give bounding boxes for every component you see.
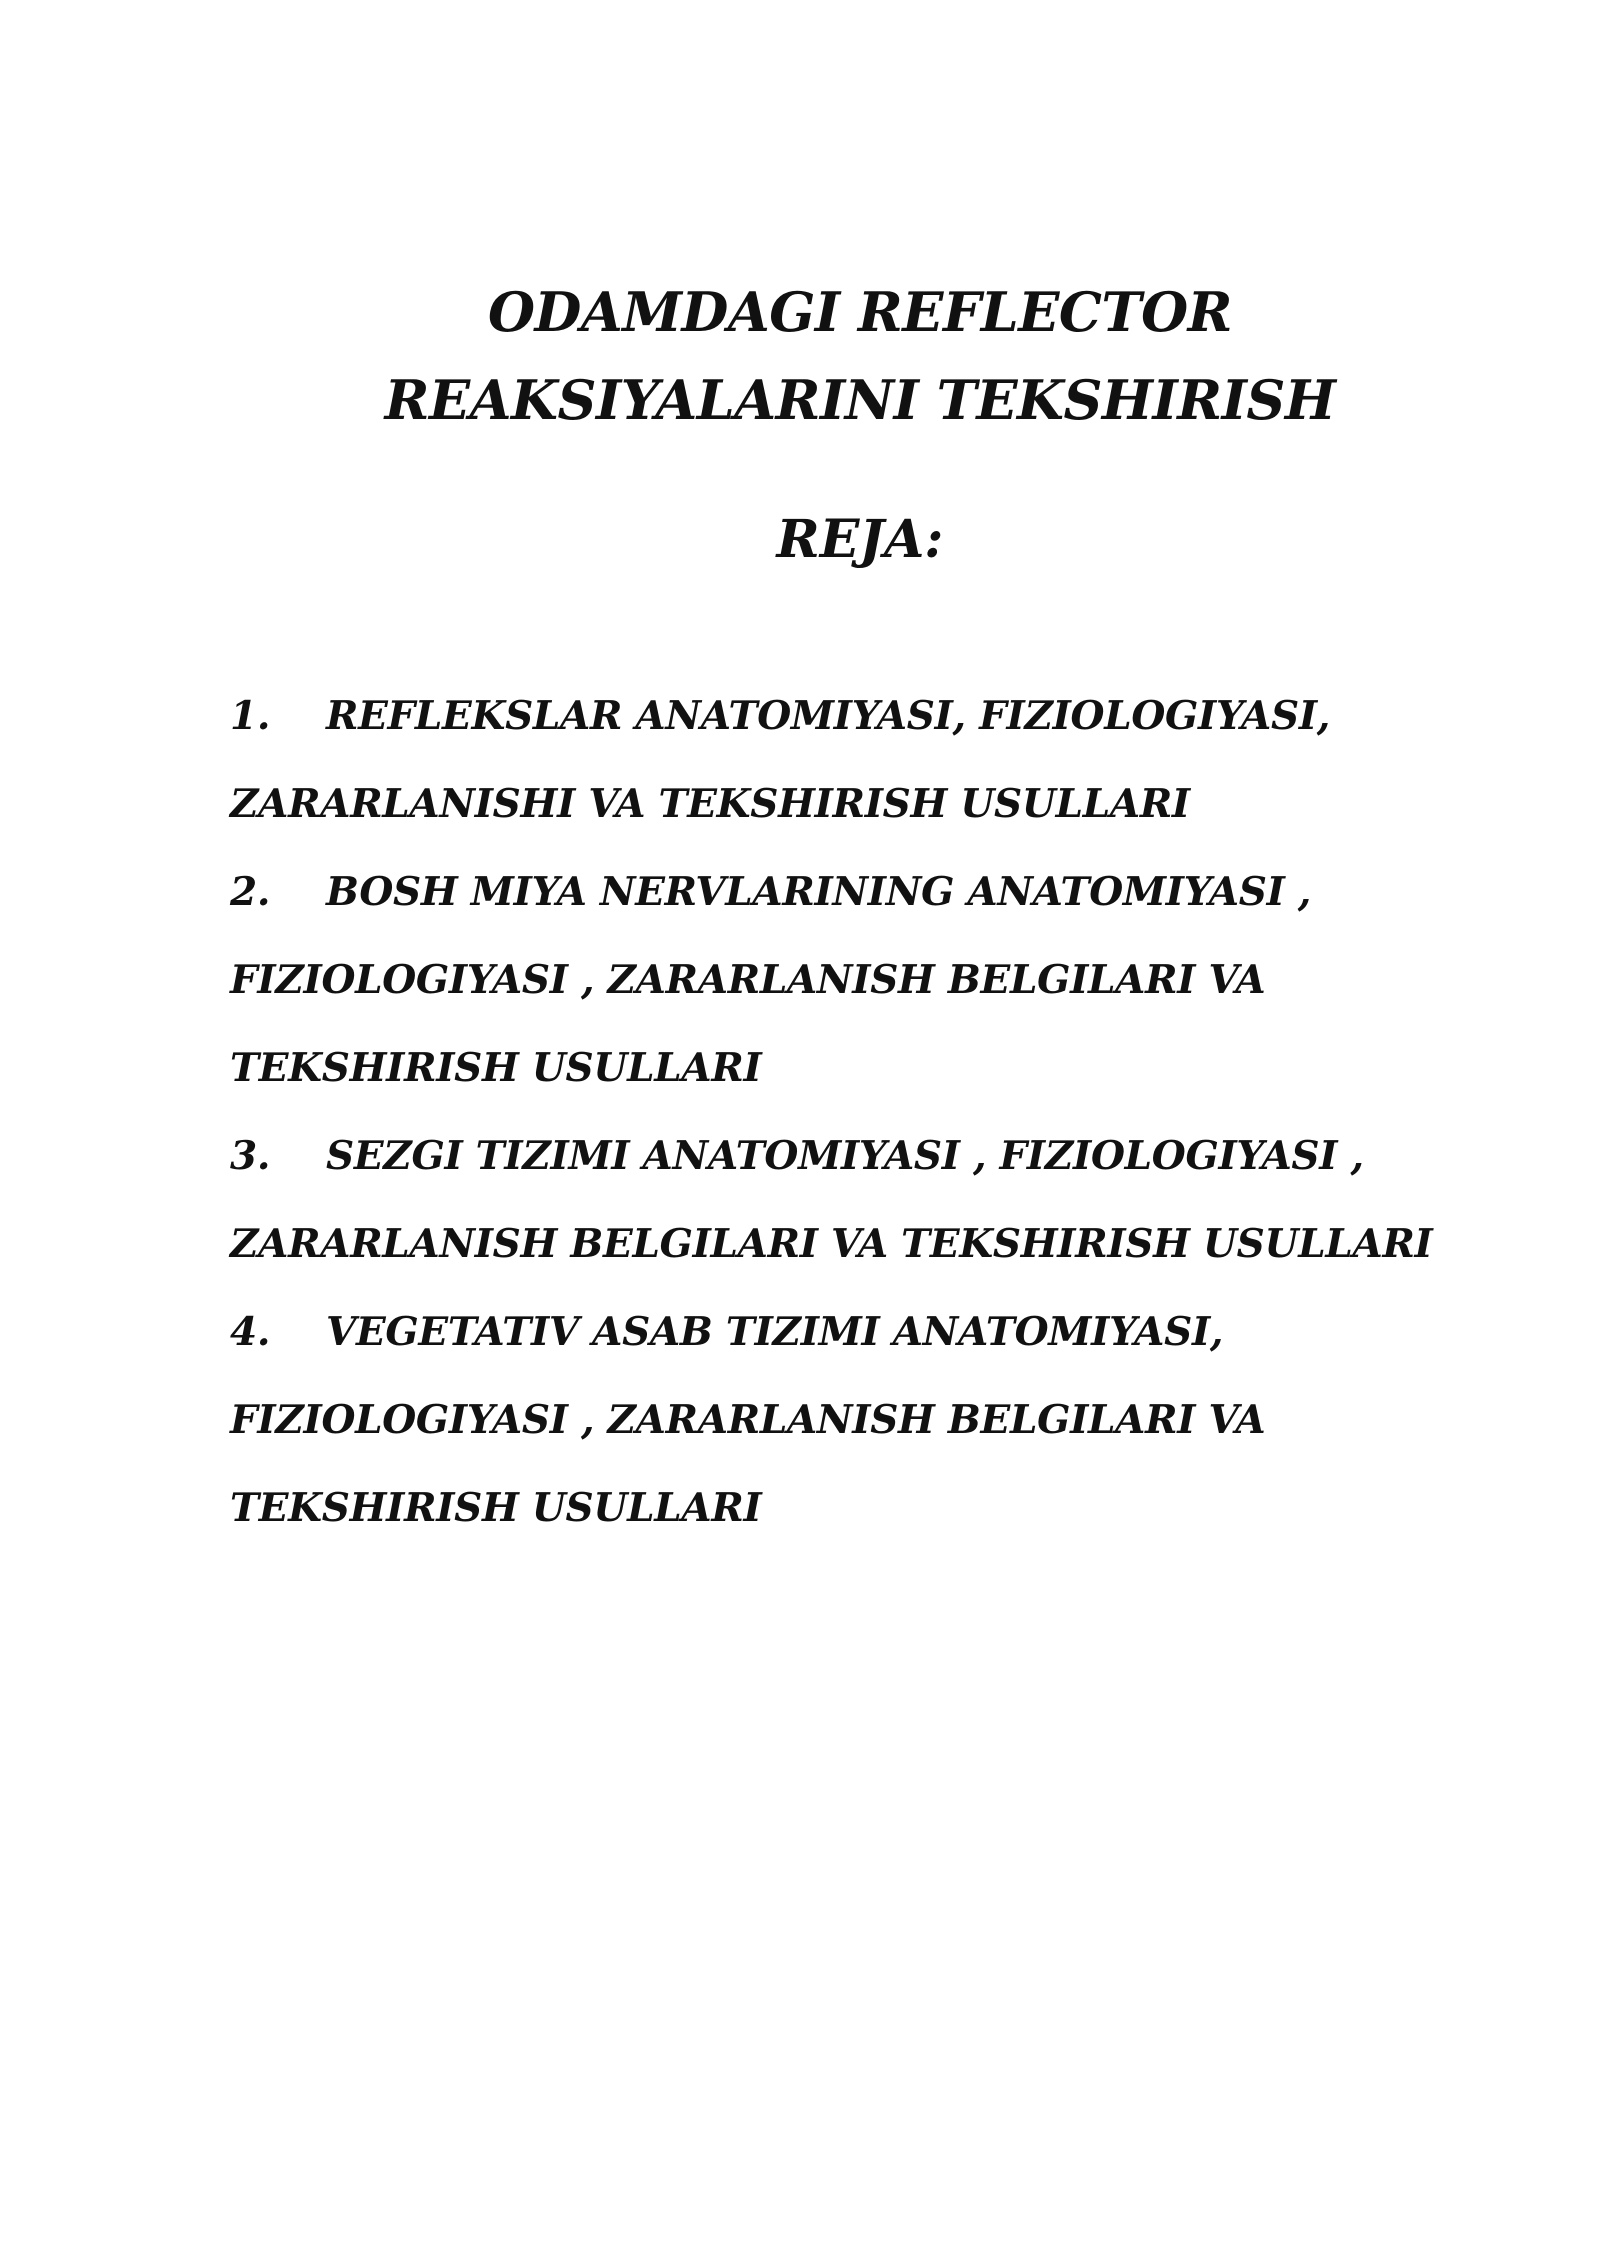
document-title	[0, 268, 1600, 444]
plan-item	[230, 672, 1530, 848]
plan-item-number: 4.	[230, 1309, 271, 1355]
plan-item-number: 2.	[230, 869, 271, 915]
plan-item	[230, 848, 1530, 1112]
plan-item-text: REFLEKSLAR ANATOMIYASI, FIZIOLOGIYASI, ZARARLANISHI VA TEKSHIRISH USULLARI	[230, 693, 1331, 827]
plan-heading: REJA:	[776, 509, 944, 570]
title-line: REAKSIYALARINI TEKSHIRISH	[384, 368, 1336, 432]
plan-item-text: SEZGI TIZIMI ANATOMIYASI , FIZIOLOGIYASI , ZARARLANISH BELGILARI VA TEKSHIRISH USULLARI	[230, 1133, 1433, 1267]
plan-item-text: VEGETATIV ASAB TIZIMI ANATOMIYASI, FIZIOLOGIYASI , ZARARLANISH BELGILARI VA TEKSHIRISH USULLARI	[230, 1309, 1266, 1531]
plan-item-number: 1.	[230, 693, 271, 739]
plan-item	[230, 1288, 1530, 1552]
title-line: ODAMDAGI REFLECTOR	[487, 280, 1233, 344]
plan-item	[230, 1112, 1530, 1288]
plan-list	[230, 672, 1530, 1552]
plan-item-text: BOSH MIYA NERVLARINING ANATOMIYASI , FIZIOLOGIYASI , ZARARLANISH BELGILARI VA TEKSHIRISH USULLARI	[230, 869, 1312, 1091]
plan-item-number: 3.	[230, 1133, 271, 1179]
